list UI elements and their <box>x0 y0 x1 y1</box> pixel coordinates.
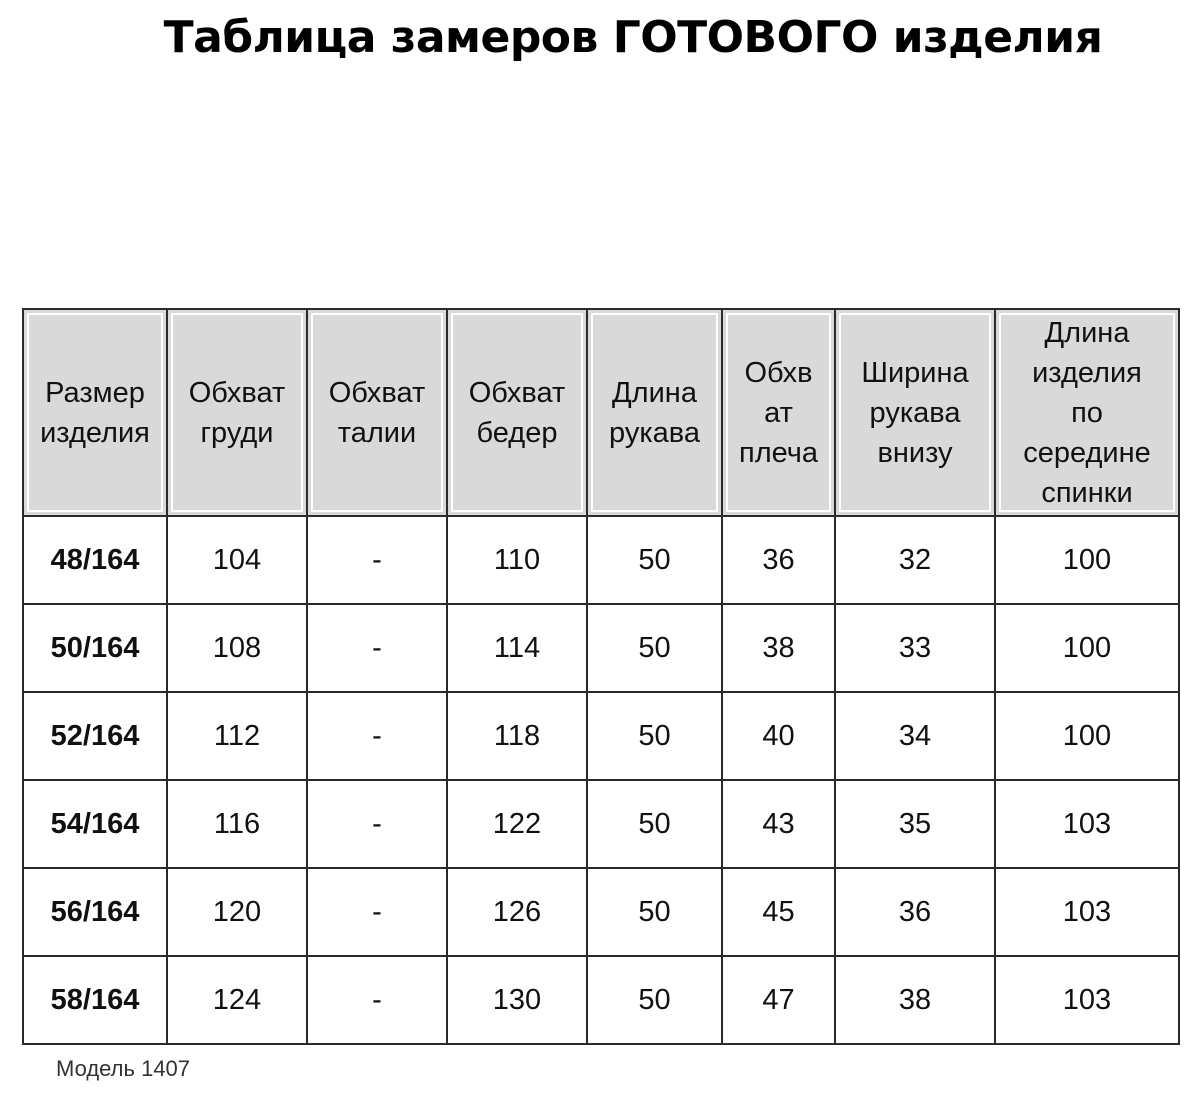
size-chart-table <box>22 308 1180 1045</box>
model-footnote: Модель 1407 <box>56 1056 191 1081</box>
cell-sleeve-length: 50 <box>587 956 722 1044</box>
cell-sleeve-length: 50 <box>587 780 722 868</box>
cell-sleeve-width: 33 <box>835 604 995 692</box>
cell-chest: 116 <box>167 780 307 868</box>
cell-size: 54/164 <box>23 780 167 868</box>
cell-chest: 104 <box>167 516 307 604</box>
cell-chest: 108 <box>167 604 307 692</box>
page-title: Таблица замеров ГОТОВОГО изделия <box>163 12 1103 63</box>
cell-size: 56/164 <box>23 868 167 956</box>
cell-back-length: 103 <box>995 780 1179 868</box>
cell-hips: 130 <box>447 956 587 1044</box>
cell-sleeve-length: 50 <box>587 604 722 692</box>
cell-sleeve-length: 50 <box>587 868 722 956</box>
header-size <box>23 309 167 516</box>
cell-hips: 114 <box>447 604 587 692</box>
table-row <box>23 956 1179 1044</box>
header-waist <box>307 309 447 516</box>
table-row <box>23 516 1179 604</box>
cell-waist: - <box>307 692 447 780</box>
header-chest <box>167 309 307 516</box>
cell-sleeve-width: 36 <box>835 868 995 956</box>
header-size-text: Размер изделия <box>40 376 150 449</box>
cell-sleeve-width: 32 <box>835 516 995 604</box>
header-chest-text: Обхват груди <box>188 376 286 449</box>
table-row <box>23 780 1179 868</box>
cell-back-length: 100 <box>995 692 1179 780</box>
cell-sleeve-length: 50 <box>587 516 722 604</box>
cell-waist: - <box>307 868 447 956</box>
table-row <box>23 692 1179 780</box>
header-shoulder-text: Обхв ат плеча <box>738 356 819 469</box>
cell-chest: 124 <box>167 956 307 1044</box>
cell-waist: - <box>307 780 447 868</box>
cell-size: 48/164 <box>23 516 167 604</box>
header-sleeve-length-text: Длина рукава <box>609 376 700 449</box>
header-back-length-text: Длина изделия по середине спинки <box>1023 316 1151 509</box>
cell-hips: 118 <box>447 692 587 780</box>
table-header-row <box>23 309 1179 516</box>
cell-waist: - <box>307 956 447 1044</box>
cell-waist: - <box>307 604 447 692</box>
cell-chest: 120 <box>167 868 307 956</box>
cell-back-length: 103 <box>995 956 1179 1044</box>
cell-size: 52/164 <box>23 692 167 780</box>
cell-sleeve-width: 35 <box>835 780 995 868</box>
header-hips-text: Обхват бедер <box>468 376 566 449</box>
cell-hips: 122 <box>447 780 587 868</box>
cell-shoulder: 47 <box>722 956 835 1044</box>
cell-shoulder: 40 <box>722 692 835 780</box>
cell-sleeve-length: 50 <box>587 692 722 780</box>
cell-shoulder: 45 <box>722 868 835 956</box>
cell-hips: 126 <box>447 868 587 956</box>
header-sleeve-width <box>835 309 995 516</box>
cell-shoulder: 43 <box>722 780 835 868</box>
header-hips <box>447 309 587 516</box>
cell-back-length: 100 <box>995 516 1179 604</box>
cell-waist: - <box>307 516 447 604</box>
header-back-length <box>995 309 1179 516</box>
cell-sleeve-width: 34 <box>835 692 995 780</box>
cell-shoulder: 38 <box>722 604 835 692</box>
table-row <box>23 604 1179 692</box>
cell-size: 50/164 <box>23 604 167 692</box>
cell-chest: 112 <box>167 692 307 780</box>
header-sleeve-length <box>587 309 722 516</box>
cell-size: 58/164 <box>23 956 167 1044</box>
cell-hips: 110 <box>447 516 587 604</box>
header-shoulder <box>722 309 835 516</box>
table-row <box>23 868 1179 956</box>
cell-shoulder: 36 <box>722 516 835 604</box>
cell-back-length: 103 <box>995 868 1179 956</box>
header-waist-text: Обхват талии <box>328 376 426 449</box>
header-sleeve-width-text: Ширина рукава внизу <box>861 356 969 469</box>
cell-sleeve-width: 38 <box>835 956 995 1044</box>
cell-back-length: 100 <box>995 604 1179 692</box>
